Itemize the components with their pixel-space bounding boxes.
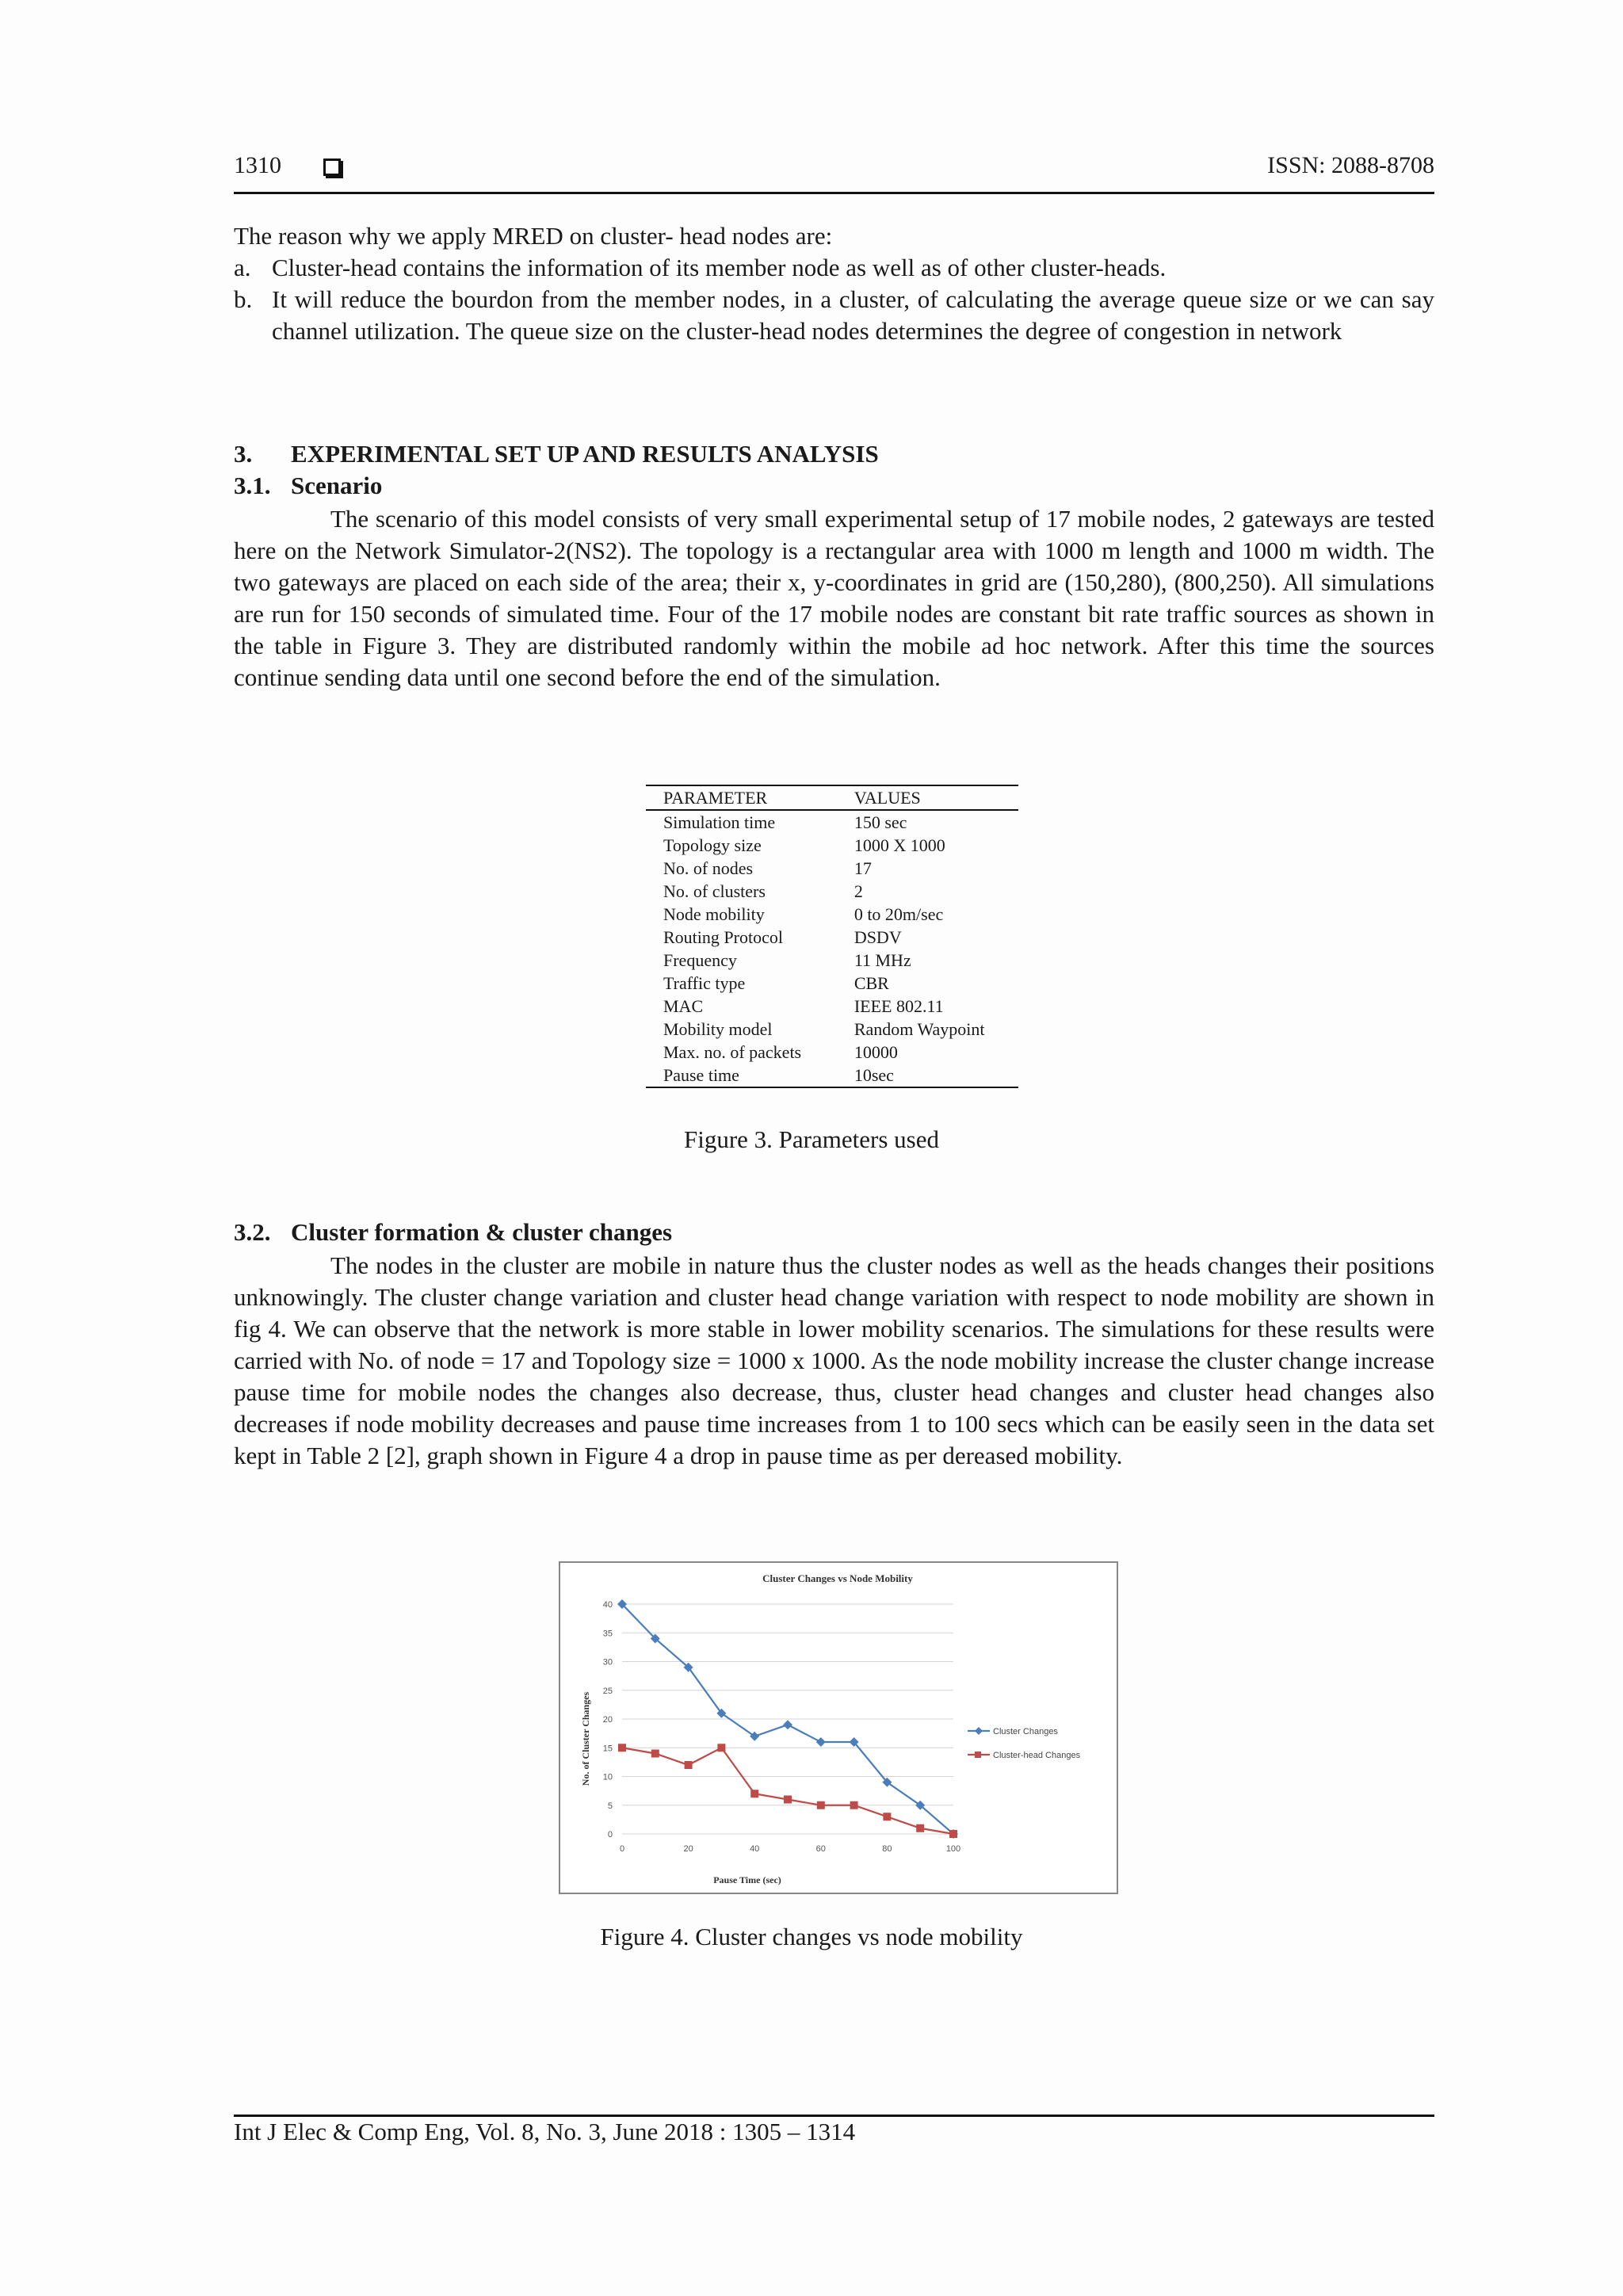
data-point xyxy=(783,1720,792,1729)
legend-marker xyxy=(975,1727,983,1735)
header-rule xyxy=(234,192,1434,194)
list-item xyxy=(234,284,1434,347)
list-item xyxy=(234,252,1434,284)
table-cell: Routing Protocol xyxy=(663,927,783,947)
figure4-caption: Figure 4. Cluster changes vs node mobility xyxy=(600,1923,1023,1950)
list-item-label: a. xyxy=(234,254,251,281)
subsection-number: 3.2. xyxy=(234,1218,271,1246)
table-cell: Mobility model xyxy=(663,1019,773,1039)
table-cell: 1000 X 1000 xyxy=(854,835,945,855)
table-row xyxy=(646,1018,1018,1041)
y-tick-label: 25 xyxy=(602,1686,613,1696)
y-tick-label: 35 xyxy=(602,1629,613,1639)
footer-citation: Int J Elec & Comp Eng, Vol. 8, No. 3, June 2018 : 1305 – 1314 xyxy=(234,2118,856,2145)
x-tick-label: 100 xyxy=(945,1844,961,1854)
table-cell: 0 to 20m/sec xyxy=(854,904,944,924)
table-row xyxy=(646,810,1018,834)
data-point xyxy=(618,1744,626,1752)
subsection-heading xyxy=(234,472,383,500)
table-cell: CBR xyxy=(854,973,889,993)
intro-block xyxy=(234,220,1434,347)
chart-title: Cluster Changes vs Node Mobility xyxy=(762,1572,913,1584)
cluster-paragraph: The nodes in the cluster are mobile in nature thus the cluster nodes as well as the heads changes their positions unknowingly. The cluster change variation and cluster head change variation with respect to node mobility are shown in fig 4. We can observe that the network is more stable in lower mobility scenarios. The simulations for these results were carried with No. of node = 17 and Topology size = 1000 x 1000. As the node mobility increase the cluster change increase pause time for mobile nodes the changes also decrease, thus, cluster head changes and cluster head changes also decreases if node mobility decreases and pause time increases from 1 to 100 secs which can be easily seen in the data set kept in Table 2 [2], graph shown in Figure 4 a drop in pause time as per dereased mobility. xyxy=(234,1251,1434,1469)
data-point xyxy=(850,1801,858,1809)
x-tick-label: 60 xyxy=(815,1844,826,1854)
scenario-paragraph: The scenario of this model consists of very small experimental setup of 17 mobile nodes, 2 gateways are tested here on the Network Simulator-2(NS2). The topology is a rectangular area with 1000 m length and 1000 m width. The two gateways are placed on each side of the area; their x, y-coordinates in grid are (150,280), (800,250). All simulations are run for 150 seconds of simulated time. Four of the 17 mobile nodes are constant bit rate traffic sources as shown in the table in Figure 3. They are distributed randomly within the mobile ad hoc network. After this time the sources continue sending data until one second before the end of the simulation. xyxy=(234,505,1434,691)
table-cell: Node mobility xyxy=(663,904,765,924)
section-title: EXPERIMENTAL SET UP AND RESULTS ANALYSIS xyxy=(291,440,879,468)
table-cell: 11 MHz xyxy=(854,950,911,970)
table-cell: MAC xyxy=(663,996,704,1016)
x-tick-label: 0 xyxy=(619,1844,625,1854)
table-cell: Pause time xyxy=(646,1064,837,1087)
table-row xyxy=(646,972,1018,995)
table-row xyxy=(646,1064,1018,1087)
data-point xyxy=(717,1744,725,1752)
data-point xyxy=(816,1737,826,1747)
figure3-caption: Figure 3. Parameters used xyxy=(684,1125,939,1153)
table-row xyxy=(646,834,1018,857)
legend-label: Cluster Changes xyxy=(993,1727,1058,1736)
cluster-changes-chart xyxy=(560,1563,1117,1893)
table-cell: 10000 xyxy=(854,1042,898,1062)
y-tick-label: 0 xyxy=(607,1830,613,1839)
y-tick-label: 40 xyxy=(602,1600,613,1610)
data-point xyxy=(916,1824,924,1832)
table-cell: Frequency xyxy=(663,950,737,970)
column-header: PARAMETER xyxy=(646,785,837,810)
table-cell: 17 xyxy=(854,858,872,878)
table-cell: 2 xyxy=(854,881,863,901)
intro-lead: The reason why we apply MRED on cluster- head nodes are: xyxy=(234,222,833,250)
subsection-heading xyxy=(234,1218,673,1247)
section-heading xyxy=(234,440,879,468)
data-point xyxy=(685,1761,693,1769)
parameters-table xyxy=(646,785,1018,1088)
table-cell: Random Waypoint xyxy=(854,1019,985,1039)
chart-frame xyxy=(559,1561,1118,1894)
issn: ISSN: 2088-8708 xyxy=(1267,152,1434,178)
legend-marker xyxy=(975,1752,981,1758)
x-axis-label: Pause Time (sec) xyxy=(713,1874,781,1885)
data-point xyxy=(949,1830,957,1838)
data-point xyxy=(883,1813,891,1820)
table-cell: Traffic type xyxy=(663,973,746,993)
data-point xyxy=(784,1796,792,1804)
table-cell: 10sec xyxy=(837,1064,1018,1087)
legend-label: Cluster-head Changes xyxy=(993,1751,1081,1760)
series-line xyxy=(622,1748,953,1834)
list-item-text: It will reduce the bourdon from the member nodes, in a cluster, of calculating the average queue size or we can say channel utilization. The queue size on the cluster-head nodes determines the degree of congestion in network xyxy=(272,285,1434,345)
list-item-text: Cluster-head contains the information of its member node as well as of other cluster-heads. xyxy=(272,254,1167,281)
page-number: 1310 xyxy=(234,152,281,178)
data-point xyxy=(817,1801,825,1809)
y-tick-label: 30 xyxy=(602,1657,613,1668)
table-cell: Max. no. of packets xyxy=(663,1042,802,1062)
table-row xyxy=(646,926,1018,949)
table-cell: Simulation time xyxy=(663,812,776,832)
table-cell: DSDV xyxy=(854,927,902,947)
checkbox-square-icon xyxy=(323,159,341,176)
subsection-title: Scenario xyxy=(291,472,383,499)
x-tick-label: 20 xyxy=(683,1844,693,1854)
data-point xyxy=(750,1790,758,1797)
list-item-label: b. xyxy=(234,285,253,313)
y-tick-label: 20 xyxy=(602,1715,613,1725)
table-row xyxy=(646,949,1018,972)
table-row xyxy=(646,995,1018,1018)
table-cell: No. of clusters xyxy=(663,881,766,901)
y-tick-label: 5 xyxy=(607,1801,613,1811)
table-row xyxy=(646,903,1018,926)
y-tick-label: 15 xyxy=(602,1744,613,1754)
section-number: 3. xyxy=(234,440,253,468)
x-tick-label: 40 xyxy=(750,1844,760,1854)
y-tick-label: 10 xyxy=(602,1772,613,1782)
table-row xyxy=(646,857,1018,880)
column-header: VALUES xyxy=(837,785,1018,810)
table-row xyxy=(646,1041,1018,1064)
subsection-number: 3.1. xyxy=(234,472,271,499)
table-cell: Topology size xyxy=(663,835,762,855)
data-point xyxy=(651,1750,659,1758)
table-cell: 150 sec xyxy=(854,812,907,832)
footer-rule xyxy=(234,2115,1434,2117)
subsection-title: Cluster formation & cluster changes xyxy=(291,1218,673,1246)
table-header-row xyxy=(646,785,1018,810)
y-axis-label: No. of Cluster Changes xyxy=(580,1691,591,1786)
table-cell: IEEE 802.11 xyxy=(854,996,944,1016)
table-cell: No. of nodes xyxy=(663,858,754,878)
table-row xyxy=(646,880,1018,903)
x-tick-label: 80 xyxy=(882,1844,892,1854)
